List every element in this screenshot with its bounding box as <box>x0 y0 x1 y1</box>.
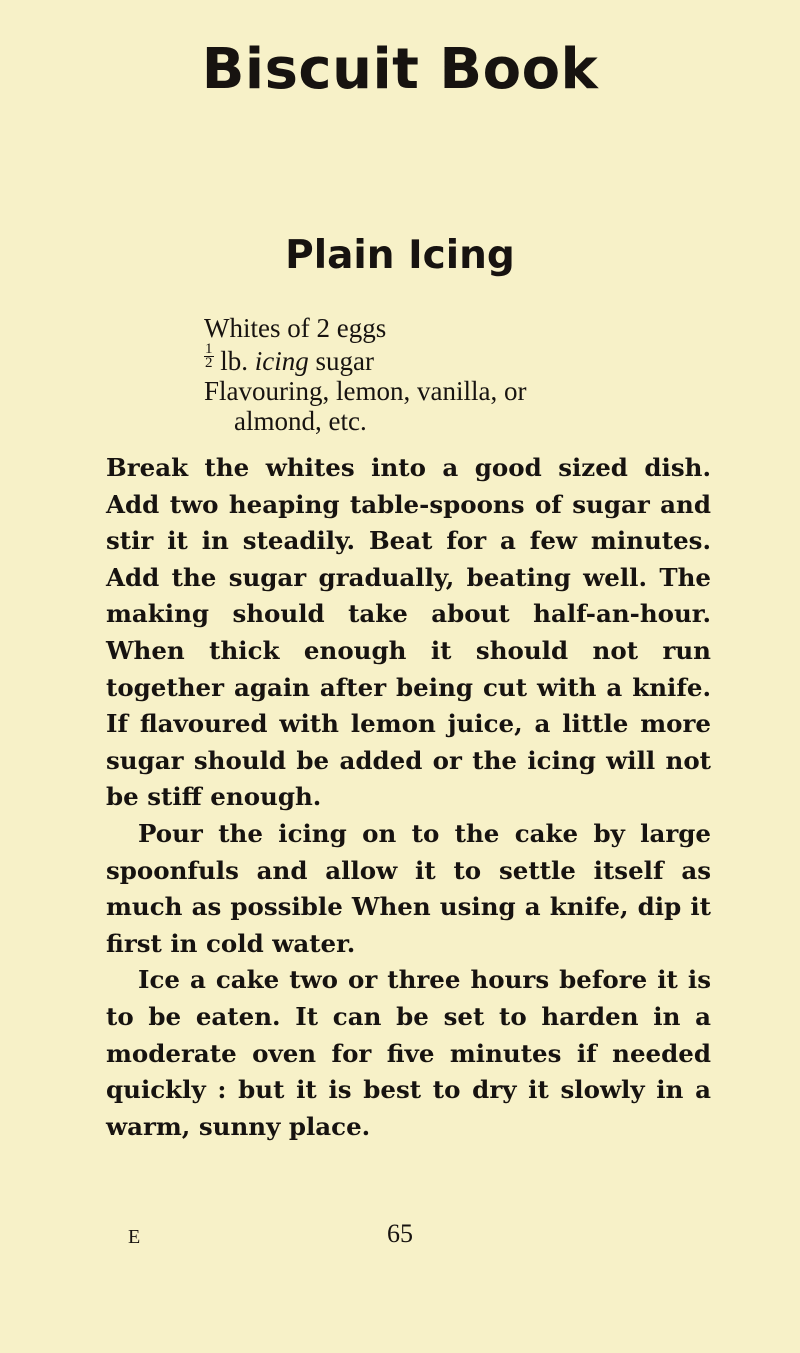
ingredient-list <box>204 313 526 436</box>
signature-mark: E <box>128 1226 141 1248</box>
ingredient-item <box>204 343 526 376</box>
paragraph: Break the whites into a good sized dish. Add two heaping table-spoons of sugar and stir it in steadily. Beat for a few minutes. Add the sugar gradually, beating well. The making should take about half-an-hour. When thick enough it should not run together again after being cut with a knife. If flavoured with lemon juice, a little more sugar should be added or the icing will not be stiff enough. <box>106 453 711 812</box>
ingredient-text: Flavouring, lemon, vanilla, or <box>204 376 527 406</box>
ingredient-emphasis: icing <box>254 346 309 376</box>
page-number: 65 <box>387 1219 413 1248</box>
ingredient-item <box>204 313 526 343</box>
paragraph: Pour the icing on to the cake by large spoonfuls and allow it to settle itself as much as possible When using a knife, dip it first in cold water. <box>106 818 711 958</box>
ingredient-unit: lb. <box>220 346 249 376</box>
ingredient-text: Whites of 2 eggs <box>204 313 387 343</box>
running-head: Biscuit Book <box>201 37 599 102</box>
method-text <box>106 450 711 1145</box>
fraction-denominator: 2 <box>205 355 213 371</box>
fraction-numerator: 1 <box>205 341 213 357</box>
recipe-title: Plain Icing <box>285 233 515 278</box>
ingredient-text: sugar <box>315 346 374 376</box>
fraction <box>204 343 214 370</box>
ingredient-item <box>204 376 526 406</box>
paragraph: Ice a cake two or three hours before it is to be eaten. It can be set to harden in a moderate oven for five minutes if needed quickly : but it is best to dry it slowly in a warm, sunny place. <box>106 965 711 1141</box>
ingredient-item-continued <box>204 406 526 436</box>
ingredient-text: almond, etc. <box>234 406 367 436</box>
